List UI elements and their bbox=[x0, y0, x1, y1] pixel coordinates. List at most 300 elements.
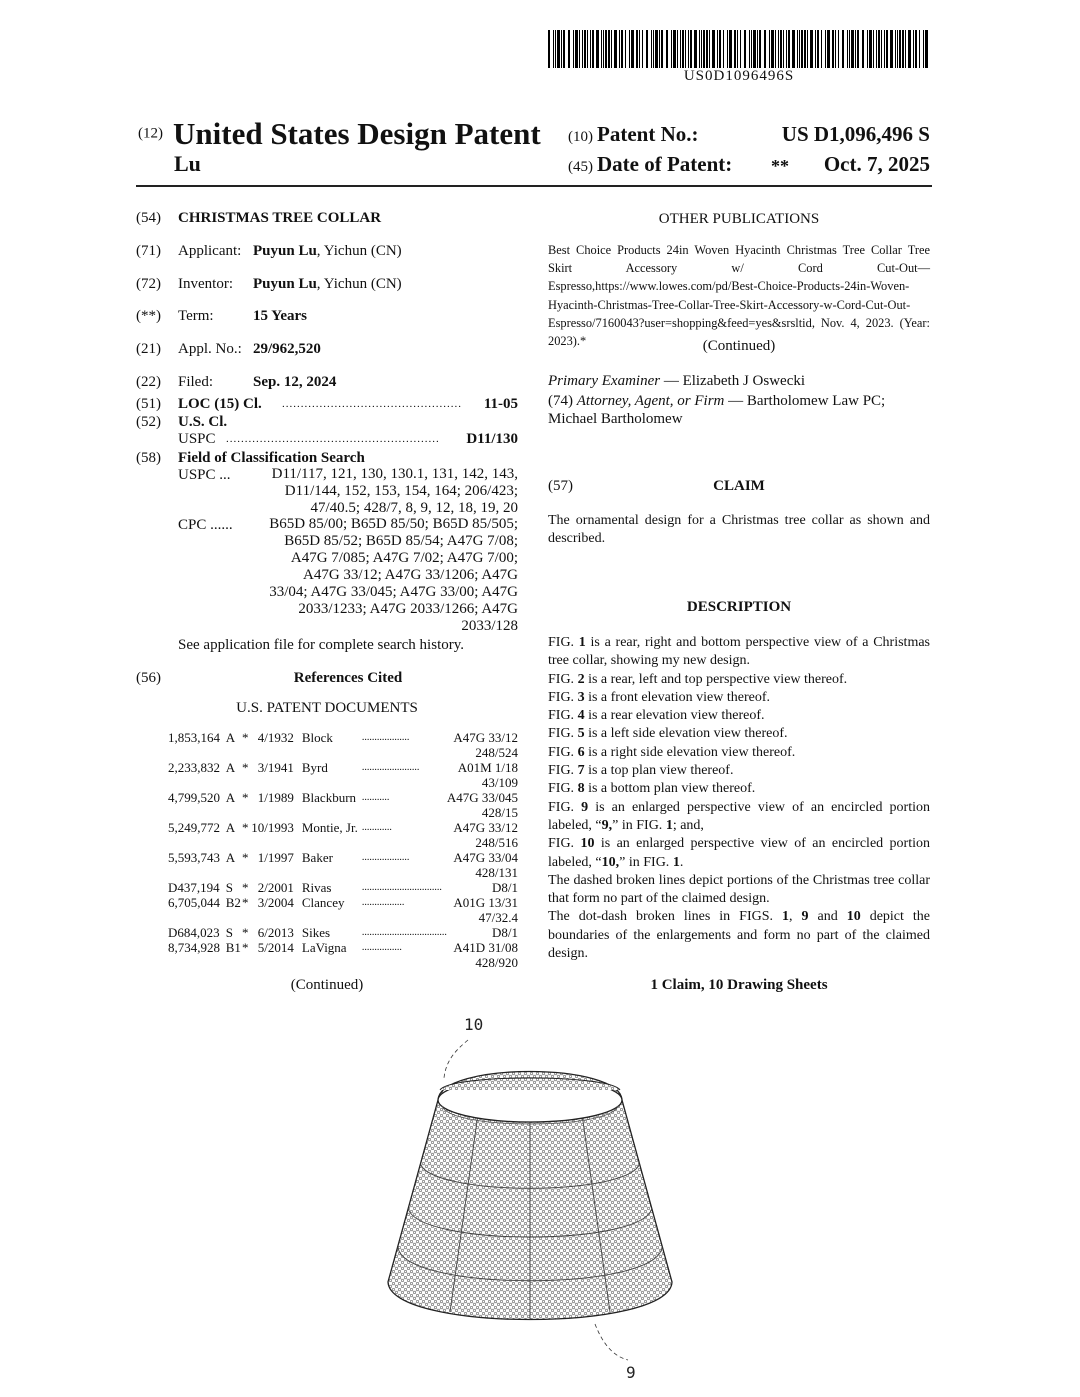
field-58 bbox=[136, 449, 518, 639]
desc-fig-num: 8 bbox=[577, 781, 585, 797]
ref-class bbox=[447, 940, 518, 970]
desc-text: ; and, bbox=[672, 817, 704, 833]
barcode-bar bbox=[563, 30, 565, 68]
barcode-bar bbox=[749, 30, 750, 68]
uspc-line: D11/117, 121, 130, 130.1, 131, 142, 143, bbox=[271, 466, 518, 482]
ref-number: 5,249,772 bbox=[168, 820, 220, 835]
ref-star: * bbox=[241, 880, 249, 895]
ref-number: 1,853,164 bbox=[168, 730, 220, 745]
desc-text: FIG. bbox=[548, 799, 582, 815]
cpc-line: B65D 85/52; B65D 85/54; A47G 7/08; bbox=[284, 533, 518, 549]
barcode-bar bbox=[737, 30, 738, 68]
desc-text: is an enlarged perspective view of an encircled portion labeled, “ bbox=[548, 799, 930, 833]
ref-name: Blackburn bbox=[301, 790, 357, 805]
ref-star: * bbox=[241, 790, 249, 805]
desc-fig-2 bbox=[548, 671, 930, 689]
field-label: Appl. No.: bbox=[178, 341, 242, 357]
leader-line-10 bbox=[444, 1040, 468, 1078]
examiner-name: — Elizabeth J Oswecki bbox=[663, 373, 806, 389]
barcode-bar bbox=[832, 30, 834, 68]
desc-fig-4 bbox=[548, 707, 930, 725]
barcode-bar bbox=[815, 30, 816, 68]
header-title-block bbox=[138, 116, 541, 152]
barcode-bar bbox=[685, 30, 686, 68]
ref-name: Sikes bbox=[301, 925, 331, 940]
date-stars: ** bbox=[771, 156, 789, 176]
barcode-bar bbox=[792, 30, 795, 68]
barcode-bar bbox=[744, 30, 746, 68]
barcode-bar bbox=[694, 30, 697, 68]
barcode-bar bbox=[786, 30, 787, 68]
cpc-line: B65D 85/00; B65D 85/50; B65D 85/505; bbox=[269, 516, 518, 532]
patent-number-label: Patent No.: bbox=[597, 122, 699, 146]
desc-fig-num: 6 bbox=[577, 744, 585, 760]
ref-dots: ............ bbox=[361, 822, 392, 833]
desc-text: FIG. bbox=[548, 689, 578, 705]
ref-class-secondary: 43/109 bbox=[481, 775, 518, 790]
barcode-bar bbox=[655, 30, 658, 68]
other-publications-heading: OTHER PUBLICATIONS bbox=[658, 211, 820, 227]
desc-text: FIG. bbox=[548, 708, 578, 724]
barcode-bar bbox=[855, 30, 856, 68]
desc-fig-num: 3 bbox=[577, 689, 585, 705]
desc-text: FIG. bbox=[548, 781, 578, 797]
desc-fig-num: 4 bbox=[577, 708, 585, 724]
attorney-firm: — Bartholomew Law PC; bbox=[728, 393, 886, 409]
desc-text: is a right side elevation view thereof. bbox=[584, 744, 796, 760]
barcode-bar bbox=[919, 30, 920, 68]
field-label: Field of Classification Search bbox=[178, 450, 365, 466]
ref-class-primary: A01M 1/18 bbox=[457, 760, 518, 775]
field-72 bbox=[136, 275, 518, 293]
field-code: (21) bbox=[136, 341, 161, 357]
desc-fig-7 bbox=[548, 762, 930, 780]
barcode-bar bbox=[759, 30, 761, 68]
desc-fig-num: 10 bbox=[846, 909, 861, 925]
barcode-bar bbox=[769, 30, 770, 68]
inventor-name: Puyun Lu bbox=[253, 276, 317, 292]
barcode-bar bbox=[671, 30, 672, 68]
ref-name: Clancey bbox=[301, 895, 345, 910]
desc-text: , bbox=[789, 909, 802, 925]
barcode-bar bbox=[851, 30, 854, 68]
desc-fig-num: 9, bbox=[601, 817, 613, 833]
ref-kind: A bbox=[225, 730, 236, 745]
ref-date: 3/2004 bbox=[257, 895, 294, 910]
ref-number: 6,705,044 bbox=[168, 895, 220, 910]
field-term bbox=[136, 307, 518, 325]
barcode-bar bbox=[701, 30, 702, 68]
ref-date: 3/1941 bbox=[257, 760, 294, 775]
field-code: (74) bbox=[548, 393, 573, 409]
reference-row bbox=[168, 940, 518, 970]
desc-text: FIG. bbox=[548, 635, 579, 650]
ref-class-secondary: 248/516 bbox=[475, 835, 518, 850]
barcode-bar bbox=[801, 30, 803, 68]
barcode-bar bbox=[605, 30, 607, 68]
desc-text: ” in FIG. bbox=[612, 817, 666, 833]
barcode-bar bbox=[878, 30, 880, 68]
barcode-bar bbox=[682, 30, 684, 68]
desc-text: is a front elevation view thereof. bbox=[584, 689, 770, 705]
collar-body bbox=[388, 1072, 672, 1323]
filed-value: Sep. 12, 2024 bbox=[253, 374, 337, 390]
barcode-bar bbox=[783, 30, 784, 68]
patent-number: US D1,096,496 S bbox=[781, 122, 930, 146]
barcode-bar bbox=[590, 30, 591, 68]
reference-row bbox=[168, 880, 518, 895]
description-heading: DESCRIPTION bbox=[686, 599, 792, 615]
ref-number: 2,233,832 bbox=[168, 760, 220, 775]
ref-name: Block bbox=[301, 730, 333, 745]
barcode-bar bbox=[849, 30, 850, 68]
ref-class-primary: A47G 33/04 bbox=[453, 850, 518, 865]
claims-sheets-count: 1 Claim, 10 Drawing Sheets bbox=[650, 977, 828, 993]
barcode-bar bbox=[592, 30, 594, 68]
ref-date: 2/2001 bbox=[257, 880, 294, 895]
barcode-bar bbox=[897, 30, 898, 68]
description-body bbox=[548, 634, 930, 963]
barcode-bar bbox=[915, 30, 917, 68]
ref-dots: ................................ bbox=[361, 882, 442, 893]
ref-name: Byrd bbox=[301, 760, 328, 775]
desc-text: . bbox=[679, 854, 684, 870]
barcode-bar bbox=[890, 30, 893, 68]
reference-row bbox=[168, 925, 518, 940]
date-line bbox=[568, 152, 930, 177]
ref-class bbox=[447, 730, 518, 760]
desc-text: is an enlarged perspective view of an encircled portion labeled, “ bbox=[548, 836, 930, 870]
desc-text: depict the boundaries of the enlargements and form no part of the claimed design. bbox=[548, 909, 931, 962]
barcode-bar bbox=[688, 30, 689, 68]
ref-date: 1/1997 bbox=[257, 850, 294, 865]
barcode-bar bbox=[601, 30, 602, 68]
desc-dashed: The dashed broken lines depict portions of the Christmas tree collar that form no part of the claimed design. bbox=[548, 872, 930, 907]
barcode-bar bbox=[788, 30, 790, 68]
field-code: (56) bbox=[136, 670, 161, 686]
barcode-bar bbox=[621, 30, 623, 68]
barcode-bar bbox=[905, 30, 906, 68]
barcode-bar bbox=[729, 30, 732, 68]
ref-kind: B2 bbox=[225, 895, 241, 910]
references-heading: References Cited bbox=[293, 670, 403, 686]
desc-text: FIG. bbox=[548, 671, 578, 687]
ref-dots: ................... bbox=[361, 732, 410, 743]
cpc-prefix: CPC ...... bbox=[178, 517, 233, 533]
desc-text: FIG. bbox=[548, 726, 578, 742]
field-22 bbox=[136, 373, 518, 391]
barcode-bar bbox=[608, 30, 610, 68]
ref-dots: .................................. bbox=[361, 927, 447, 938]
ref-kind: S bbox=[225, 880, 233, 895]
barcode-bar bbox=[666, 30, 668, 68]
barcode-bar bbox=[740, 30, 741, 68]
barcode-bar bbox=[587, 30, 588, 68]
barcode-bar bbox=[555, 30, 556, 68]
desc-fig-3 bbox=[548, 689, 930, 707]
ref-date: 10/1993 bbox=[251, 820, 294, 835]
barcode-bar bbox=[775, 30, 776, 68]
barcode-bar bbox=[908, 30, 911, 68]
attorney bbox=[548, 392, 930, 410]
ref-star: * bbox=[241, 940, 249, 955]
barcode-bar bbox=[625, 30, 626, 68]
barcode-bar bbox=[573, 30, 574, 68]
ref-kind: A bbox=[225, 850, 236, 865]
desc-fig-num: 2 bbox=[577, 671, 585, 687]
desc-fig-num: 10 bbox=[580, 836, 595, 852]
ref-number: D684,023 bbox=[168, 925, 220, 940]
ref-dots: ................. bbox=[361, 897, 405, 908]
field-code: (58) bbox=[136, 450, 161, 466]
desc-text: is a top plan view thereof. bbox=[584, 763, 734, 779]
desc-text: is a rear elevation view thereof. bbox=[584, 708, 765, 724]
field-code: (51) bbox=[136, 396, 161, 412]
barcode-bar bbox=[661, 30, 663, 68]
field-label: Filed: bbox=[178, 374, 214, 390]
barcode-bar bbox=[817, 30, 819, 68]
barcode-bar bbox=[884, 30, 885, 68]
desc-fig-num: 9 bbox=[581, 799, 589, 815]
field-code: (**) bbox=[136, 308, 161, 324]
barcode-bar bbox=[579, 30, 580, 68]
desc-text: is a left side elevation view thereof. bbox=[584, 726, 788, 742]
barcode-bar bbox=[753, 30, 756, 68]
attorney-label: Attorney, Agent, or Firm bbox=[576, 393, 725, 409]
ref-star: * bbox=[241, 820, 249, 835]
ref-star: * bbox=[241, 730, 249, 745]
desc-fig-num: 1 bbox=[665, 817, 673, 833]
ref-kind: A bbox=[225, 790, 236, 805]
leader-dots: ......................................................... bbox=[226, 433, 440, 445]
right-continued: (Continued) bbox=[702, 338, 776, 354]
desc-text: is a bottom plan view thereof. bbox=[584, 781, 756, 797]
reference-row bbox=[168, 760, 518, 790]
barcode-bar bbox=[699, 30, 700, 68]
ref-class bbox=[447, 895, 518, 925]
term-value: 15 Years bbox=[253, 308, 308, 324]
barcode-bar bbox=[653, 30, 654, 68]
ref-name: Baker bbox=[301, 850, 333, 865]
desc-fig-num: 9 bbox=[801, 909, 809, 925]
field-code: (54) bbox=[136, 210, 161, 226]
desc-fig-8 bbox=[548, 780, 930, 798]
ref-kind: A bbox=[225, 760, 236, 775]
label-10: 10 bbox=[464, 1015, 484, 1034]
uspc-label: USPC bbox=[178, 431, 216, 447]
barcode-bar bbox=[596, 30, 599, 68]
label-9: 9 bbox=[626, 1363, 636, 1382]
desc-fig-num: 1 bbox=[782, 909, 789, 925]
desc-text: and bbox=[808, 909, 847, 925]
patent-number-line bbox=[568, 122, 930, 147]
uspc-line: D11/144, 152, 153, 154, 164; 206/423; bbox=[284, 483, 518, 499]
barcode-bar bbox=[582, 30, 583, 68]
collar-drawing bbox=[380, 1012, 680, 1382]
patent-date: Oct. 7, 2025 bbox=[823, 152, 930, 176]
barcode-bar bbox=[636, 30, 638, 68]
barcode-bar bbox=[557, 30, 560, 68]
barcode-bar bbox=[619, 30, 620, 68]
barcode-bar bbox=[719, 30, 721, 68]
barcode-bar bbox=[771, 30, 774, 68]
desc-text: The dot-dash broken lines in FIGS. bbox=[548, 909, 782, 925]
uspc-line: 47/40.5; 428/7, 8, 9, 12, 18, 19, 20 bbox=[310, 500, 518, 516]
examiner-label: Primary Examiner bbox=[548, 373, 661, 389]
ref-class-primary: A47G 33/12 bbox=[453, 820, 518, 835]
ref-class-primary: D8/1 bbox=[492, 880, 518, 895]
other-publication-entry: Best Choice Products 24in Woven Hyacinth Christmas Tree Collar Tree Skirt Accessory w/ Cord Cut-Out—Espresso,https://www.lowes.com/pd/Best-Choice-Products-24in-Woven-Hyacinth-Christmas-Tree-Collar-Tree-Skirt-Accessory-w-Cord-Cut-Out-Espresso/7160043?user=shopping&feed=yes&srsltid, Nov. 4, 2023. (Year: 2023).* bbox=[548, 243, 930, 349]
us-patent-documents-heading: U.S. PATENT DOCUMENTS bbox=[236, 700, 418, 716]
barcode-bar bbox=[827, 30, 830, 68]
barcode-bar bbox=[659, 30, 660, 68]
barcode-bar bbox=[842, 30, 844, 68]
barcode-bar bbox=[876, 30, 877, 68]
ref-dots: ....................... bbox=[361, 762, 420, 773]
ref-name: Montie, Jr. bbox=[301, 820, 358, 835]
field-51 bbox=[136, 395, 518, 413]
field-54 bbox=[136, 209, 518, 227]
ref-class-primary: D8/1 bbox=[492, 925, 518, 940]
desc-fig-10 bbox=[548, 835, 930, 872]
barcode-bar bbox=[821, 30, 822, 68]
patent-type-title: United States Design Patent bbox=[173, 116, 541, 151]
field-56 bbox=[136, 669, 518, 687]
cpc-line: 2033/1233; A47G 2033/1266; A47G bbox=[298, 601, 518, 617]
ref-star: * bbox=[241, 850, 249, 865]
field-label: LOC (15) Cl. bbox=[178, 396, 262, 412]
barcode-bar bbox=[838, 30, 839, 68]
field-label: Inventor: bbox=[178, 276, 233, 292]
field-21 bbox=[136, 340, 518, 358]
code-45: (45) bbox=[568, 159, 593, 175]
invention-title: CHRISTMAS TREE COLLAR bbox=[178, 210, 382, 226]
ref-kind: S bbox=[225, 925, 233, 940]
barcode-bar bbox=[568, 30, 570, 68]
field-code: (22) bbox=[136, 374, 161, 390]
search-history-note: See application file for complete search history. bbox=[178, 637, 465, 653]
barcode-bar bbox=[797, 30, 798, 68]
ref-date: 1/1989 bbox=[257, 790, 294, 805]
code-10: (10) bbox=[568, 129, 593, 145]
ref-number: 5,593,743 bbox=[168, 850, 220, 865]
field-71 bbox=[136, 242, 518, 260]
date-label: Date of Patent: bbox=[597, 152, 733, 176]
barcode-bar bbox=[673, 30, 676, 68]
ref-date: 6/2013 bbox=[257, 925, 294, 940]
desc-fig-1 bbox=[548, 634, 930, 671]
desc-fig-num: 1 bbox=[578, 635, 586, 650]
ref-kind: A bbox=[225, 820, 236, 835]
inventor-location: , Yichun (CN) bbox=[316, 276, 402, 292]
ref-name: Rivas bbox=[301, 880, 332, 895]
ref-star: * bbox=[241, 925, 249, 940]
desc-text: ” in FIG. bbox=[619, 854, 673, 870]
cpc-line: 33/04; A47G 33/045; A47G 33/00; A47G bbox=[269, 584, 518, 600]
ref-class-secondary: 428/920 bbox=[475, 955, 518, 970]
reference-row bbox=[168, 850, 518, 880]
barcode-number: US0D1096496S bbox=[683, 68, 795, 84]
barcode-bar bbox=[925, 30, 928, 68]
barcode-bar bbox=[902, 30, 904, 68]
field-label: U.S. Cl. bbox=[178, 414, 228, 430]
barcode-bar bbox=[862, 30, 864, 68]
barcode-bar bbox=[799, 30, 800, 68]
barcode-bar bbox=[825, 30, 826, 68]
desc-fig-5 bbox=[548, 725, 930, 743]
leader-dots: ................................................ bbox=[282, 398, 462, 410]
cpc-line: A47G 7/085; A47G 7/02; A47G 7/00; bbox=[290, 550, 518, 566]
barcode-bar bbox=[690, 30, 692, 68]
ref-class bbox=[447, 760, 518, 790]
barcode-bar bbox=[899, 30, 901, 68]
us-class-value: D11/130 bbox=[466, 431, 518, 447]
claim-text: The ornamental design for a Christmas tree collar as shown and described. bbox=[548, 513, 930, 547]
barcode-bar bbox=[561, 30, 562, 68]
ref-number: 8,734,928 bbox=[168, 940, 220, 955]
uspc-search-classes bbox=[272, 466, 518, 517]
desc-text: is a rear, right and bottom perspective view of a Christmas tree collar, showing my new design. bbox=[548, 635, 930, 669]
ref-class-secondary: 47/32.4 bbox=[478, 910, 518, 925]
barcode-bar bbox=[584, 30, 586, 68]
barcode-bar bbox=[680, 30, 681, 68]
ref-number: D437,194 bbox=[168, 880, 220, 895]
barcode-bar bbox=[867, 30, 868, 68]
reference-row bbox=[168, 820, 518, 850]
desc-text: FIG. bbox=[548, 763, 578, 779]
barcode-bar bbox=[757, 30, 758, 68]
field-52 bbox=[136, 413, 518, 449]
primary-examiner bbox=[548, 372, 930, 390]
barcode-bar bbox=[629, 30, 630, 68]
header-inventor: Lu bbox=[174, 151, 201, 176]
barcode-bar bbox=[881, 30, 882, 68]
ref-dots: ................... bbox=[361, 852, 410, 863]
ref-dots: ........... bbox=[361, 792, 390, 803]
cpc-line: 2033/128 bbox=[461, 618, 518, 634]
ref-class bbox=[447, 820, 518, 850]
desc-text: is a rear, left and top perspective view thereof. bbox=[584, 671, 848, 687]
barcode-bar bbox=[913, 30, 914, 68]
ref-class bbox=[447, 925, 518, 940]
barcode-bar bbox=[780, 30, 782, 68]
barcode-bar bbox=[553, 30, 554, 68]
barcode-bar bbox=[751, 30, 752, 68]
barcode-bar bbox=[631, 30, 634, 68]
barcode-bar bbox=[646, 30, 648, 68]
field-code: (52) bbox=[136, 414, 161, 430]
applicant-name: Puyun Lu bbox=[253, 243, 317, 259]
ref-dots: ................ bbox=[361, 942, 402, 953]
references-table bbox=[168, 730, 518, 970]
ref-class-secondary: 428/131 bbox=[475, 865, 518, 880]
barcode bbox=[548, 30, 930, 68]
ref-class bbox=[447, 790, 518, 820]
desc-text: FIG. bbox=[548, 744, 578, 760]
barcode-bar bbox=[778, 30, 779, 68]
barcode-bar bbox=[611, 30, 612, 68]
desc-fig-9 bbox=[548, 799, 930, 836]
barcode-bar bbox=[677, 30, 678, 68]
reference-row bbox=[168, 790, 518, 820]
desc-fig-num: 5 bbox=[577, 726, 585, 742]
code-12: (12) bbox=[138, 125, 163, 142]
ref-class-primary: A01G 13/31 bbox=[453, 895, 518, 910]
ref-date: 5/2014 bbox=[257, 940, 294, 955]
barcode-bar bbox=[807, 30, 808, 68]
barcode-bar bbox=[869, 30, 872, 68]
ref-name: LaVigna bbox=[301, 940, 347, 955]
